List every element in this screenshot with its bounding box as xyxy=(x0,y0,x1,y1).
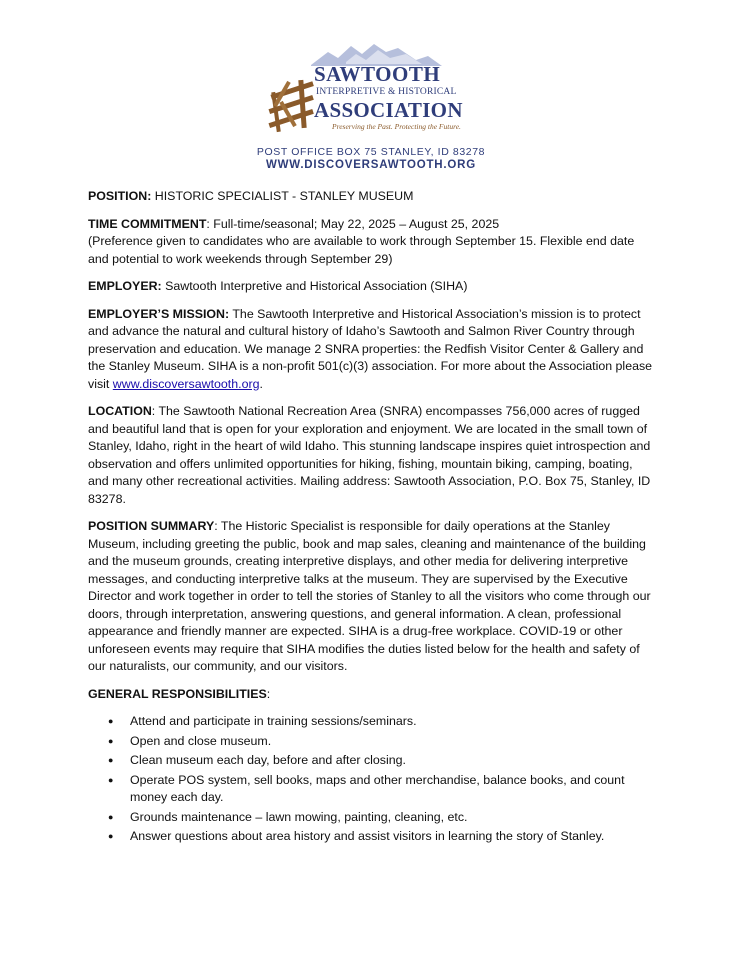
document-body xyxy=(88,188,654,846)
responsibilities-heading xyxy=(88,686,654,704)
responsibilities-list xyxy=(88,713,654,846)
location-label: LOCATION xyxy=(88,404,152,418)
time-commitment-paragraph xyxy=(88,216,654,269)
letterhead xyxy=(0,40,742,170)
position-paragraph xyxy=(88,188,654,206)
position-value: HISTORIC SPECIALIST - STANLEY MUSEUM xyxy=(151,189,414,203)
website-link[interactable]: www.discoversawtooth.org xyxy=(112,376,260,391)
sawtooth-logo xyxy=(266,40,478,140)
time-value: : Full-time/seasonal; May 22, 2025 – August 25, 2025 xyxy=(206,216,500,231)
postal-address: POST OFFICE BOX 75 STANLEY, ID 83278 xyxy=(256,146,486,158)
mission-end: . xyxy=(259,376,263,391)
summary-value: : The Historic Specialist is responsible for daily operations at the Stanley Museum, including greeting the public, book and map sales, cleaning and maintenance of the building and the museum grounds, creating interpretive displays, and other media for delivering interpretive messages, and conducting interpretive talks at the museum. They are supervised by the Executive Director and work together in order to tell the stories of Stanley to all the visitors who come through our doors, through interpretation, answering questions, and general information. A clean, professional appearance and friendly manner are expected. SIHA is a drug-free workplace. COVID-19 or other unforeseen events may require that SIHA modifies the duties listed below for the health and safety of our naturalists, our community, and our visitors. xyxy=(88,519,651,673)
list-item: ● Answer questions about area history and assist visitors in learning the story of Stanley. xyxy=(130,828,654,846)
time-label: TIME COMMITMENT xyxy=(88,216,207,231)
logo-title: SAWTOOTH xyxy=(314,62,441,86)
logo-tagline: Preserving the Past. Protecting the Future. xyxy=(332,122,461,131)
location-paragraph xyxy=(88,403,654,508)
list-item: ● Attend and participate in training sessions/seminars. xyxy=(130,713,654,731)
mission-label: EMPLOYER’S MISSION: xyxy=(88,306,230,321)
time-note: (Preference given to candidates who are available to work through September 15. Flexible end date and potential to work weekends through September 29) xyxy=(88,234,635,266)
responsibilities-label: GENERAL RESPONSIBILITIES xyxy=(88,686,267,701)
list-item: ● Operate POS system, sell books, maps and other merchandise, balance books, and count money each day. xyxy=(130,772,654,807)
employer-label: EMPLOYER: xyxy=(88,279,162,293)
responsibilities-colon: : xyxy=(266,686,271,701)
list-item: ● Open and close museum. xyxy=(130,733,654,751)
location-value: : The Sawtooth National Recreation Area (SNRA) encompasses 756,000 acres of rugged and beautiful land that is open for your exploration and enjoyment. We are located in the small town of Stanley, Idaho, right in the heart of wild Idaho. This stunning landscape inspires quiet introspection and observation and offers unlimited opportunities for hiking, fishing, mountain biking, camping, boating, and many other recreational activities. Mailing address: Sawtooth Association, P.O. Box 75, Stanley, ID 83278. xyxy=(88,404,651,506)
mission-value: The Sawtooth Interpretive and Historical Association’s mission is to protect and advance the natural and cultural history of Idaho’s Sawtooth and Salmon River Country through preservation and education. We manage 2 SNRA properties: the Redfish Visitor Center & Gallery and the Stanley Museum. SIHA is a non-profit 501(c)(3) association. For more about the Association please visit xyxy=(88,306,653,391)
position-label: POSITION: xyxy=(88,189,152,203)
list-item: ● Clean museum each day, before and after closing. xyxy=(130,752,654,770)
employer-value: Sawtooth Interpretive and Historical Association (SIHA) xyxy=(161,279,468,293)
summary-label: POSITION SUMMARY xyxy=(88,519,215,533)
summary-paragraph xyxy=(88,518,654,676)
logo-association: ASSOCIATION xyxy=(314,98,463,122)
website-url[interactable]: WWW.DISCOVERSAWTOOTH.ORG xyxy=(265,159,476,171)
logo-subtitle: INTERPRETIVE & HISTORICAL xyxy=(316,87,457,97)
mission-paragraph xyxy=(88,306,654,394)
list-item: ● Grounds maintenance – lawn mowing, painting, cleaning, etc. xyxy=(130,809,654,827)
employer-paragraph xyxy=(88,278,654,296)
